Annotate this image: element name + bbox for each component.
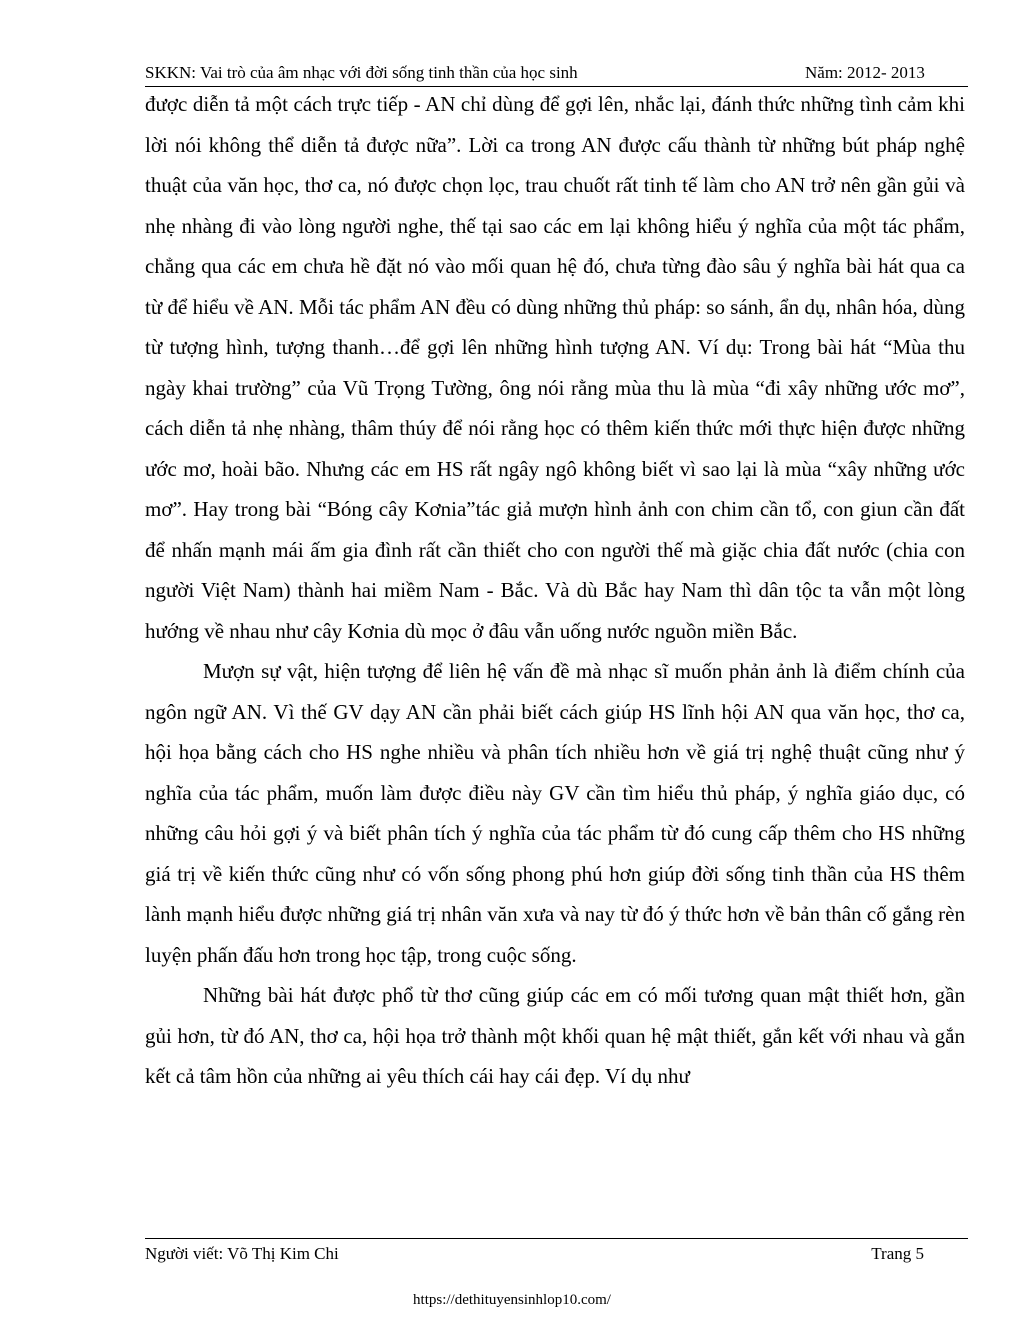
author-line: Người viết: Võ Thị Kim Chi [145,1244,339,1263]
paragraph: Những bài hát được phổ từ thơ cũng giúp các em có mối tương quan mật thiết hơn, gần gủi hơn, từ đó AN, thơ ca, hội họa trở thành một khối quan hệ mật thiết, gắn kết với nhau và gắn kết cả tâm hồn của những ai yêu thích cái hay cái đẹp. Ví dụ như [145,983,965,1088]
document-body [145,84,965,1097]
source-url[interactable]: https://dethituyensinhlop10.com/ [413,1292,611,1308]
document-title: SKKN: Vai trò của âm nhạc với đời sống tinh thần của học sinh [145,63,578,82]
school-year: Năm: 2012- 2013 [805,63,925,82]
paragraph-continued: được diễn tả một cách trực tiếp - AN chỉ dùng để gợi lên, nhắc lại, đánh thức những tình cảm khi lời nói không thể diễn tả được nữa”. Lời ca trong AN được cấu thành từ những bút pháp nghệ thuật của văn học, thơ ca, nó được chọn lọc, trau chuốt rất tinh tế làm cho AN trở nên gần gủi và nhẹ nhàng đi vào lòng người nghe, thế tại sao các em lại không hiểu ý nghĩa của một tác phẩm, chẳng qua các em chưa hề đặt nó vào mối quan hệ đó, chưa từng đào sâu ý nghĩa bài hát qua ca từ để hiểu về AN. Mỗi tác phẩm AN đều có dùng những thủ pháp: so sánh, ẩn dụ, nhân hóa, dùng từ tượng hình, tượng thanh…để gợi lên những hình tượng AN. Ví dụ: Trong bài hát “Mùa thu ngày khai trường” của Vũ Trọng Tường, ông nói rằng mùa thu là mùa “đi xây những ước mơ”, cách diễn tả nhẹ nhàng, thâm thúy để nói rằng học có thêm kiến thức mới thực hiện được những ước mơ, hoài bão. Nhưng các em HS rất ngây ngô không biết vì sao lại là mùa “xây những ước mơ”. Hay trong bài “Bóng cây Kơnia”tác giả mượn hình ảnh con chim cần tổ, con giun cần đất để nhấn mạnh mái ấm gia đình rất cần thiết cho con người thế mà giặc chia đất nước (chia con người Việt Nam) thành hai miềm Nam - Bắc. Và dù Bắc hay Nam thì dân tộc ta vẫn một lòng hướng về nhau như cây Kơnia dù mọc ở đâu vẫn uống nước nguồn miền Bắc. [145,92,965,643]
page-number: Trang 5 [871,1244,924,1263]
paragraph: Mượn sự vật, hiện tượng để liên hệ vấn đề mà nhạc sĩ muốn phản ảnh là điểm chính của ngôn ngữ AN. Vì thế GV dạy AN cần phải biết cách giúp HS lĩnh hội AN qua văn học, thơ ca, hội họa bằng cách cho HS nghe nhiều và phân tích nhiều hơn về giá trị nghệ thuật cũng như ý nghĩa của tác phẩm, muốn làm được điều này GV cần tìm hiểu thủ pháp, ý nghĩa giáo dục, có những câu hỏi gợi ý và biết phân tích ý nghĩa của tác phẩm từ đó cung cấp thêm cho HS những giá trị về kiến thức cũng như có vốn sống phong phú hơn giúp đời sống tinh thần của HS thêm lành mạnh hiểu được những giá trị nhân văn xưa và nay từ đó ý thức hơn về bản thân cố gắng rèn luyện phấn đấu hơn trong học tập, trong cuộc sống. [145,659,965,967]
page-footer [145,1238,968,1269]
